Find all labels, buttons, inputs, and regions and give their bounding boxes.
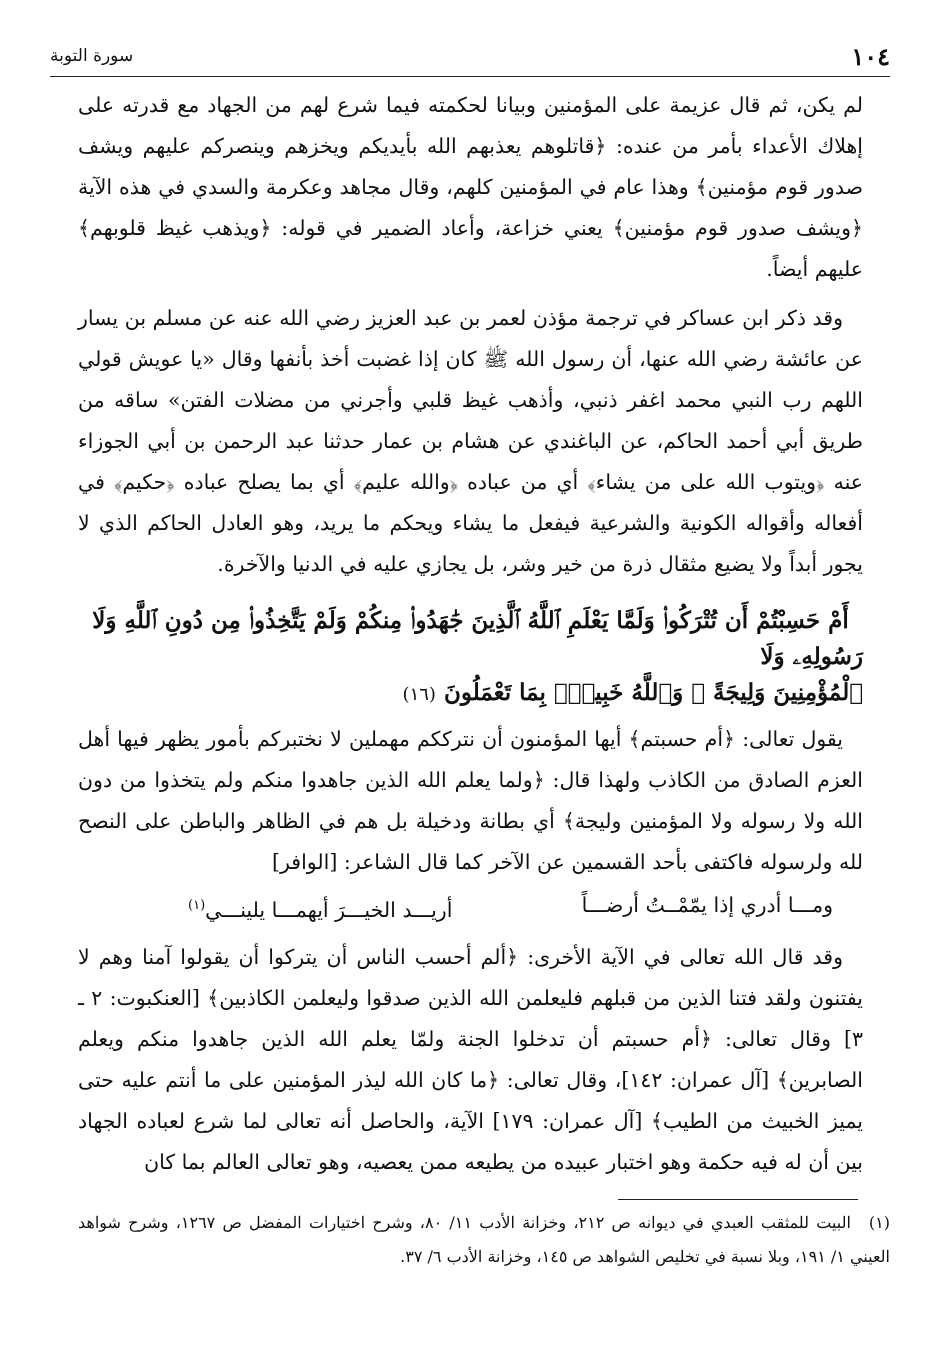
footnote [78,1206,890,1274]
verse-line-2-text: ٱلْمُؤْمِنِينَ وَلِيجَةً ۚ وَٱللَّهُ خَبِيرٌۢ بِمَا تَعْمَلُونَ [443,679,863,706]
page-header [50,40,890,77]
poem-first-hemistich: ومـــا أدري إذا يمّمْــتُ أرضـــاً [581,893,833,917]
paragraph-4: وقد قال الله تعالى في الآية الأخرى: ﴿ألم أحسب الناس أن يتركوا أن يقولوا آمنا وهم لا يفتنون ولقد فتنا الذين من قبلهم فليعلمن الله الذين صدقوا وليعلمن الكاذبين﴾ [العنكبوت: ٢ ـ ٣] وقال تعالى: ﴿أم حسبتم أن تدخلوا الجنة ولمّا يعلم الله الذين جاهدوا منكم ويعلم الصابرين﴾ [آل عمران: ١٤٢]، وقال تعالى: ﴿ما كان الله ليذر المؤمنين على ما أنتم عليه حتى يميز الخبيث من الطيب﴾ [آل عمران: ١٧٩] الآية، والحاصل أنه تعالى لما شرع لعباده الجهاد بين أن له فيه حكمة وهو اختبار عبيده من يطيعه ممن يعصيه، وهو تعالى العالم بما كان [78,944,863,1174]
paragraph-1: لم يكن، ثم قال عزيمة على المؤمنين وبيانا لحكمته فيما شرع لهم من الجهاد مع قدرته على إهلاك الأعداء بأمر من عنده: ﴿قاتلوهم يعذبهم الله بأيديكم ويخزهم وينصركم عليهم ويشف صدور قوم مؤمنين﴾ وهذا عام في المؤمنين كلهم، وقال مجاهد وعكرمة والسدي في هذه الآية ﴿ويشف صدور قوم مؤمنين﴾ يعني خزاعة، وأعاد الضمير في قوله: ﴿ويذهب غيظ قلوبهم﴾ عليهم أيضاً. [78,93,863,281]
main-text [78,85,863,1183]
footnote-reference: (١) [188,898,206,913]
page-number: ١٠٤ [851,42,890,71]
poem-verse [78,885,863,931]
quran-verse [78,603,863,713]
poem-second-hemistich-wrap [188,885,452,931]
verse-line-1: أَمْ حَسِبْتُمْ أَن تُتْرَكُوا۟ وَلَمَّا يَعْلَمِ ٱللَّهُ ٱلَّذِينَ جَٰهَدُوا۟ مِنكُمْ وَلَمْ يَتَّخِذُوا۟ مِن دُونِ ٱللَّهِ وَلَا رَسُولِهِۦ وَلَا [92,607,863,670]
footnote-divider [618,1199,858,1200]
poem-second-hemistich: أريـــد الخيـــرَ أيهمـــا يلينـــي [205,897,453,922]
verse-line-2 [78,675,863,713]
paragraph-2: وقد ذكر ابن عساكر في ترجمة مؤذن لعمر بن عبد العزيز رضي الله عنه عن مسلم بن يسار عن عائشة رضي الله عنها، أن رسول الله ﷺ كان إذا غضبت أخذ بأنفها وقال «يا عويش قولي اللهم رب النبي محمد اغفر ذنبي، وأذهب غيظ قلبي وأجرني من مضلات الفتن» ساقه من طريق أبي أحمد الحاكم، عن الباغندي عن هشام بن عمار حدثنا عبد الرحمن بن أبي الجوزاء عنه ﴿ويتوب الله على من يشاء﴾ أي من عباده ﴿والله عليم﴾ أي بما يصلح عباده ﴿حكيم﴾ في أفعاله وأقواله الكونية والشرعية فيفعل ما يشاء ويحكم ما يريد، وهو العادل الحاكم الذي لا يجور أبداً ولا يضيع مثقال ذرة من خير وشر، بل يجازي عليه في الدنيا والآخرة. [78,306,863,576]
surah-name: سورة التوبة [50,46,134,66]
footnote-number: (١) [868,1213,890,1232]
paragraph-3: يقول تعالى: ﴿أم حسبتم﴾ أيها المؤمنون أن نترككم مهملين لا نختبركم بأمور يظهر فيها أهل العزم الصادق من الكاذب ولهذا قال: ﴿ولما يعلم الله الذين جاهدوا منكم ولم يتخذوا من دون الله ولا رسوله ولا المؤمنين وليجة﴾ أي بطانة ودخيلة بل هم في الظاهر والباطن على النصح لله ولرسوله فاكتفى بأحد القسمين عن الآخر كما قال الشاعر: [الوافر] [78,727,863,874]
verse-number: (١٦) [402,684,436,705]
footnote-text: البيت للمثقب العبدي في ديوانه ص ٢١٢، وخزانة الأدب ١١/ ٨٠، وشرح اختيارات المفضل ص ١٢٦٧، وشرح شواهد العيني ١/ ١٩١، وبلا نسبة في تخليص الشواهد ص ١٤٥، وخزانة الأدب ٦/ ٣٧. [78,1213,890,1266]
